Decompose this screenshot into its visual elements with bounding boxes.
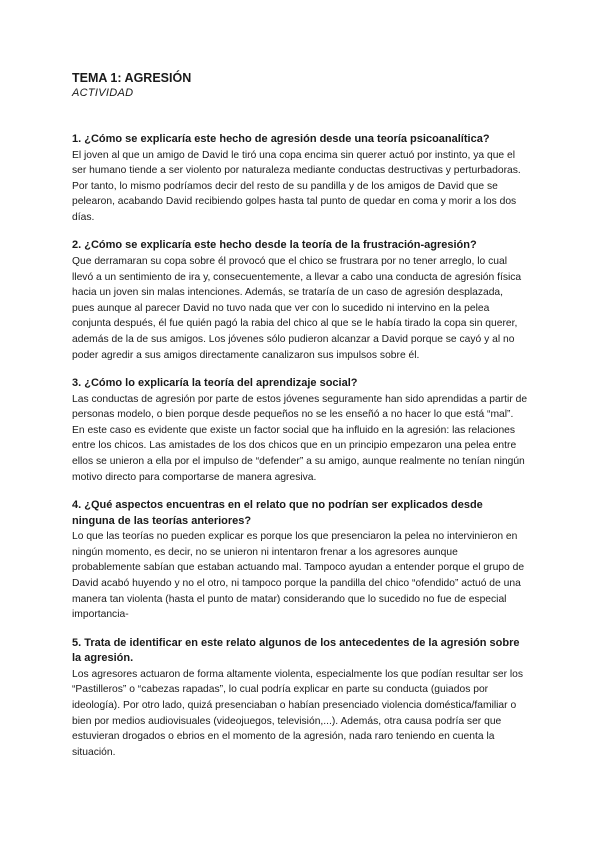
section-1 bbox=[72, 132, 528, 225]
question-2: 2. ¿Cómo se explicaría este hecho desde la teoría de la frustración-agresión? bbox=[72, 239, 477, 252]
question-1: 1. ¿Cómo se explicaría este hecho de agresión desde una teoría psicoanalítica? bbox=[72, 133, 490, 145]
question-4: 4. ¿Qué aspectos encuentras en el relato que no podrían ser explicados desde ninguna de las teorías anteriores? bbox=[72, 499, 483, 527]
question-3: 3. ¿Cómo lo explicaría la teoría del aprendizaje social? bbox=[72, 377, 358, 390]
answer-5: Los agresores actuaron de forma altamente violenta, especialmente los que podían resultar ser los “Pastilleros” o “cabezas rapadas”, lo cual podría explicar en parte su conducta (guiados por ideología). Por otro lado, quizá presenciaban o habían presenciado violencia doméstica/familiar o bien por medios audiovisuales (videojuegos, televisión,...). Además, otra causa podría ser que estuvieran drogados o ebrios en el momento de la agresión, nada raro teniendo en cuenta la situación. bbox=[72, 668, 524, 758]
answer-1: El joven al que un amigo de David le tiró una copa encima sin querer actuó por instinto, ya que el ser humano tiende a ser violento por naturaleza mediante conductas destructivas y perturbadoras. Por tanto, lo mismo podríamos decir del resto de su pandilla y de los amigos de David que se pelearon, acabando David recibiendo golpes hasta tal punto de quedar en coma y morir a los dos días. bbox=[72, 149, 521, 223]
section-2 bbox=[72, 238, 528, 363]
document-page bbox=[72, 70, 528, 773]
answer-2: Que derramaran su copa sobre él provocó que el chico se frustrara por no tener arreglo, lo cual llevó a un sentimiento de ira y, consecuentemente, a llevar a cabo una conducta de agresión física hacia un joven sin malas intenciones. Además, se trataría de un caso de agresión desplazada, pues aunque al parecer David no tuvo nada que ver con lo sucedido ni intervino en la pelea conjunta después, él fue quién pagó la rabia del chico al que se le había tirado la copa sin querer, además de la de sus amigos. Los jóvenes sólo pudieron alcanzar a David porque se cayó y al no poder agredir a sus amigos directamente canalizaron sus impulsos sobre él. bbox=[72, 255, 522, 361]
document-subtitle: ACTIVIDAD bbox=[72, 87, 134, 99]
answer-4: Lo que las teorías no pueden explicar es porque los que presenciaron la pelea no intervinieron en ningún momento, es decir, no se unieron ni intentaron frenar a los agresores aunque probablemente sabían que estaban actuando mal. Tampoco ayudan a entender porque el grupo de David acabó huyendo y no el otro, ni tampoco porque la pandilla del chico “ofendido” actuó de una manera tan violenta (hasta el punto de matar) considerando que lo sucedido no fue de especial importancia- bbox=[72, 531, 525, 621]
answer-3: Las conductas de agresión por parte de estos jóvenes seguramente han sido aprendidas a partir de personas modelo, o bien porque desde pequeños no se les enseñó a no hacer lo que está “mal”. En este caso es evidente que existe un factor social que ha influido en la agresión: las relaciones entre los chicos. Las amistades de los dos chicos que en un principio empezaron una pelea entre ellos se unieron a ella por el impulso de “defender” a su amigo, aunque realmente no tenían ningún motivo directo para comportarse de manera agresiva. bbox=[72, 393, 528, 483]
section-4 bbox=[72, 498, 528, 623]
section-5 bbox=[72, 636, 528, 761]
document-title: TEMA 1: AGRESIÓN bbox=[72, 71, 192, 85]
section-3 bbox=[72, 376, 528, 485]
question-5: 5. Trata de identificar en este relato algunos de los antecedentes de la agresión sobre la agresión. bbox=[72, 636, 520, 665]
